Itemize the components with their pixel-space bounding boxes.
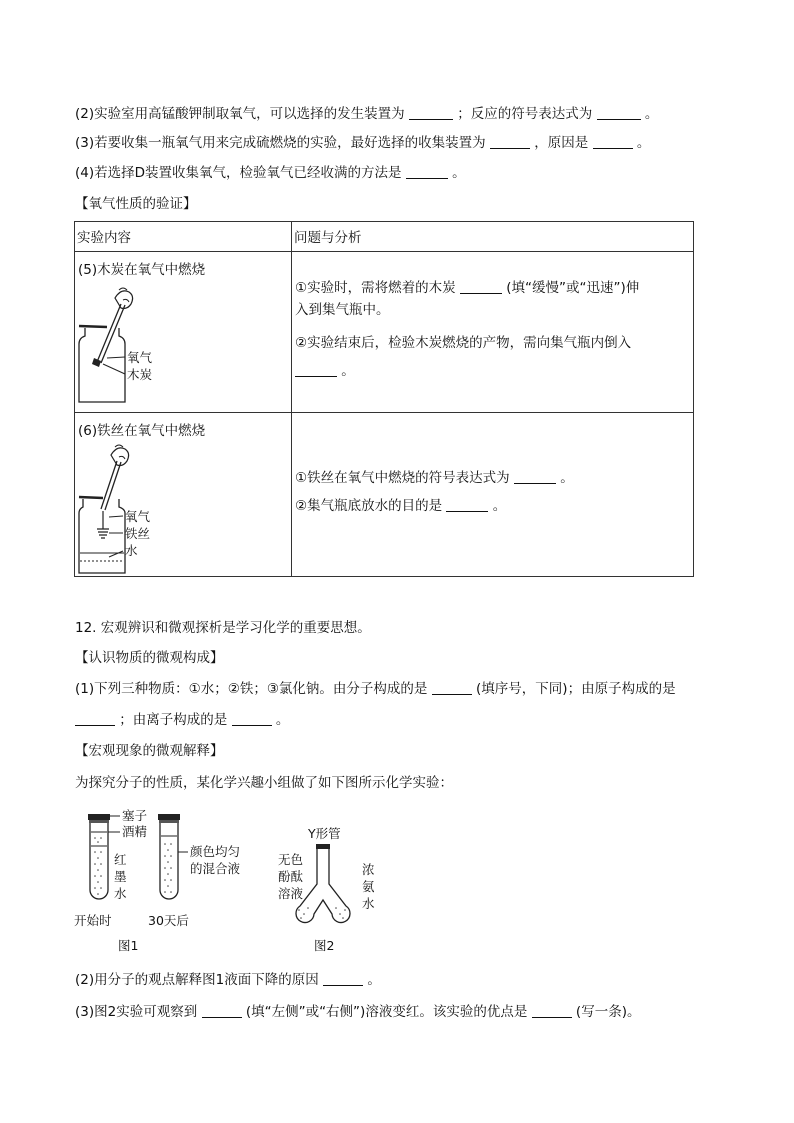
glass-plate-icon — [79, 497, 103, 498]
answer-blank[interactable] — [295, 362, 337, 377]
test-tube-after-icon — [160, 823, 178, 899]
answer-blank[interactable] — [446, 497, 488, 512]
label-y-tube: Y形管 — [308, 826, 341, 841]
molecule-experiment-figures — [70, 804, 400, 964]
iron-wire-burning-diagram — [75, 437, 195, 575]
gas-bottle-icon — [79, 328, 125, 402]
stopper-icon — [88, 814, 110, 820]
charcoal-burning-diagram — [75, 278, 195, 403]
section-heading-macro: 【宏观现象的微观解释】 — [75, 743, 224, 759]
table-header-analysis: 问题与分析 — [292, 222, 694, 252]
iron-wire-icon — [97, 511, 109, 538]
label-after-30-days: 30天后 — [148, 913, 189, 928]
label-alcohol: 酒精 — [122, 824, 148, 839]
label-mixed-1: 颜色均匀 — [190, 844, 241, 859]
answer-blank[interactable] — [514, 469, 556, 484]
question-3-text: (3)若要收集一瓶氧气用来完成硫燃烧的实验，最好选择的收集装置为 — [75, 135, 486, 151]
question-12-title: 12. 宏观辨识和微观探析是学习化学的重要思想。 — [75, 620, 371, 636]
question-12-2: (2)用分子的观点解释图1液面下降的原因 。 — [75, 972, 381, 988]
table-cell-charcoal-experiment — [75, 252, 292, 413]
question-2: (2)实验室用高锰酸钾制取氧气，可以选择的发生装置为 ；反应的符号表达式为 。 — [75, 106, 659, 122]
table-header-content: 实验内容 — [75, 222, 292, 252]
label-red-ink-1: 红 — [114, 852, 127, 867]
figure-1-caption: 图1 — [118, 938, 139, 953]
question-12-1: (1)下列三种物质：①水；②铁；③氯化钠。由分子构成的是 (填序号，下同)；由原子构成的是 — [75, 681, 676, 697]
stopper-icon — [316, 844, 330, 849]
y-tube-icon — [296, 849, 350, 922]
question-4: (4)若选择D装置收集氧气，检验氧气已经收满的方法是 。 — [75, 165, 466, 181]
gas-bottle-icon — [79, 499, 125, 573]
answer-blank[interactable] — [232, 711, 272, 726]
answer-blank[interactable] — [490, 134, 530, 149]
answer-blank[interactable] — [409, 105, 453, 120]
figure-2-caption: 图2 — [314, 938, 335, 953]
question-12-3: (3)图2实验可观察到 (填“左侧”或“右侧”)溶液变红。该实验的优点是 (写一条)。 — [75, 1004, 641, 1020]
iron-experiment-title: (6)铁丝在氧气中燃烧 — [78, 423, 206, 439]
table-cell-iron-analysis: ①铁丝在氧气中燃烧的符号表达式为 。 ②集气瓶底放水的目的是 。 — [292, 413, 694, 577]
label-red-ink-3: 水 — [114, 886, 127, 901]
label-phenolphthalein-2: 酚酞 — [278, 869, 304, 884]
liquid-dots — [164, 843, 172, 893]
label-red-ink-2: 墨 — [114, 869, 127, 884]
answer-blank[interactable] — [597, 105, 641, 120]
question-3-text-mid: ，原因是 — [534, 135, 589, 151]
experiment-table — [74, 221, 694, 577]
label-iron-wire: 铁丝 — [125, 526, 151, 541]
question-3: (3)若要收集一瓶氧气用来完成硫燃烧的实验，最好选择的收集装置为 ，原因是 。 — [75, 135, 651, 151]
charcoal-experiment-title: (5)木炭在氧气中燃烧 — [78, 262, 206, 278]
label-ammonia-1: 浓 — [362, 862, 375, 877]
label-mixed-2: 的混合液 — [190, 861, 241, 876]
stopper-icon — [158, 814, 180, 820]
label-oxygen: 氧气 — [125, 509, 151, 524]
section-heading-oxygen: 【氧气性质的验证】 — [75, 196, 197, 212]
answer-blank[interactable] — [323, 971, 363, 986]
answer-blank[interactable] — [75, 711, 115, 726]
label-start: 开始时 — [74, 913, 112, 928]
table-cell-iron-experiment — [75, 413, 292, 577]
label-ammonia-2: 氨 — [362, 879, 375, 894]
tongs-icon — [101, 461, 117, 509]
question-12-1-line2: ；由离子构成的是 。 — [75, 711, 289, 729]
experiment-intro: 为探究分子的性质，某化学兴趣小组做了如下图所示化学实验： — [75, 775, 453, 791]
tongs-icon — [97, 304, 121, 362]
charcoal-icon — [92, 358, 101, 367]
label-charcoal: 木炭 — [127, 367, 153, 382]
question-4-text: (4)若选择D装置收集氧气，检验氧气已经收满的方法是 — [75, 165, 402, 181]
question-2-text: (2)实验室用高锰酸钾制取氧气，可以选择的发生装置为 — [75, 106, 405, 122]
answer-blank[interactable] — [202, 1003, 242, 1018]
liquid-dots — [298, 907, 346, 919]
answer-blank[interactable] — [593, 134, 633, 149]
answer-blank[interactable] — [532, 1003, 572, 1018]
answer-blank[interactable] — [406, 164, 448, 179]
glass-plate-icon — [79, 326, 107, 327]
answer-blank[interactable] — [432, 680, 472, 695]
label-ammonia-3: 水 — [362, 896, 375, 911]
label-phenolphthalein-3: 溶液 — [278, 886, 304, 901]
table-cell-charcoal-analysis: ①实验时，需将燃着的木炭 (填“缓慢”或“迅速”)伸 入到集气瓶中。 ②实验结束后，检验木炭燃烧的产物，需向集气瓶内倒入 。 — [292, 252, 694, 413]
label-stopper: 塞子 — [122, 808, 148, 823]
test-tube-start-icon — [90, 823, 108, 899]
label-oxygen: 氧气 — [127, 350, 153, 365]
label-phenolphthalein-1: 无色 — [278, 852, 304, 867]
label-water: 水 — [125, 543, 138, 558]
answer-blank[interactable] — [460, 279, 502, 294]
section-heading-micro: 【认识物质的微观构成】 — [75, 650, 224, 666]
question-2-text-mid: ；反应的符号表达式为 — [457, 106, 593, 122]
